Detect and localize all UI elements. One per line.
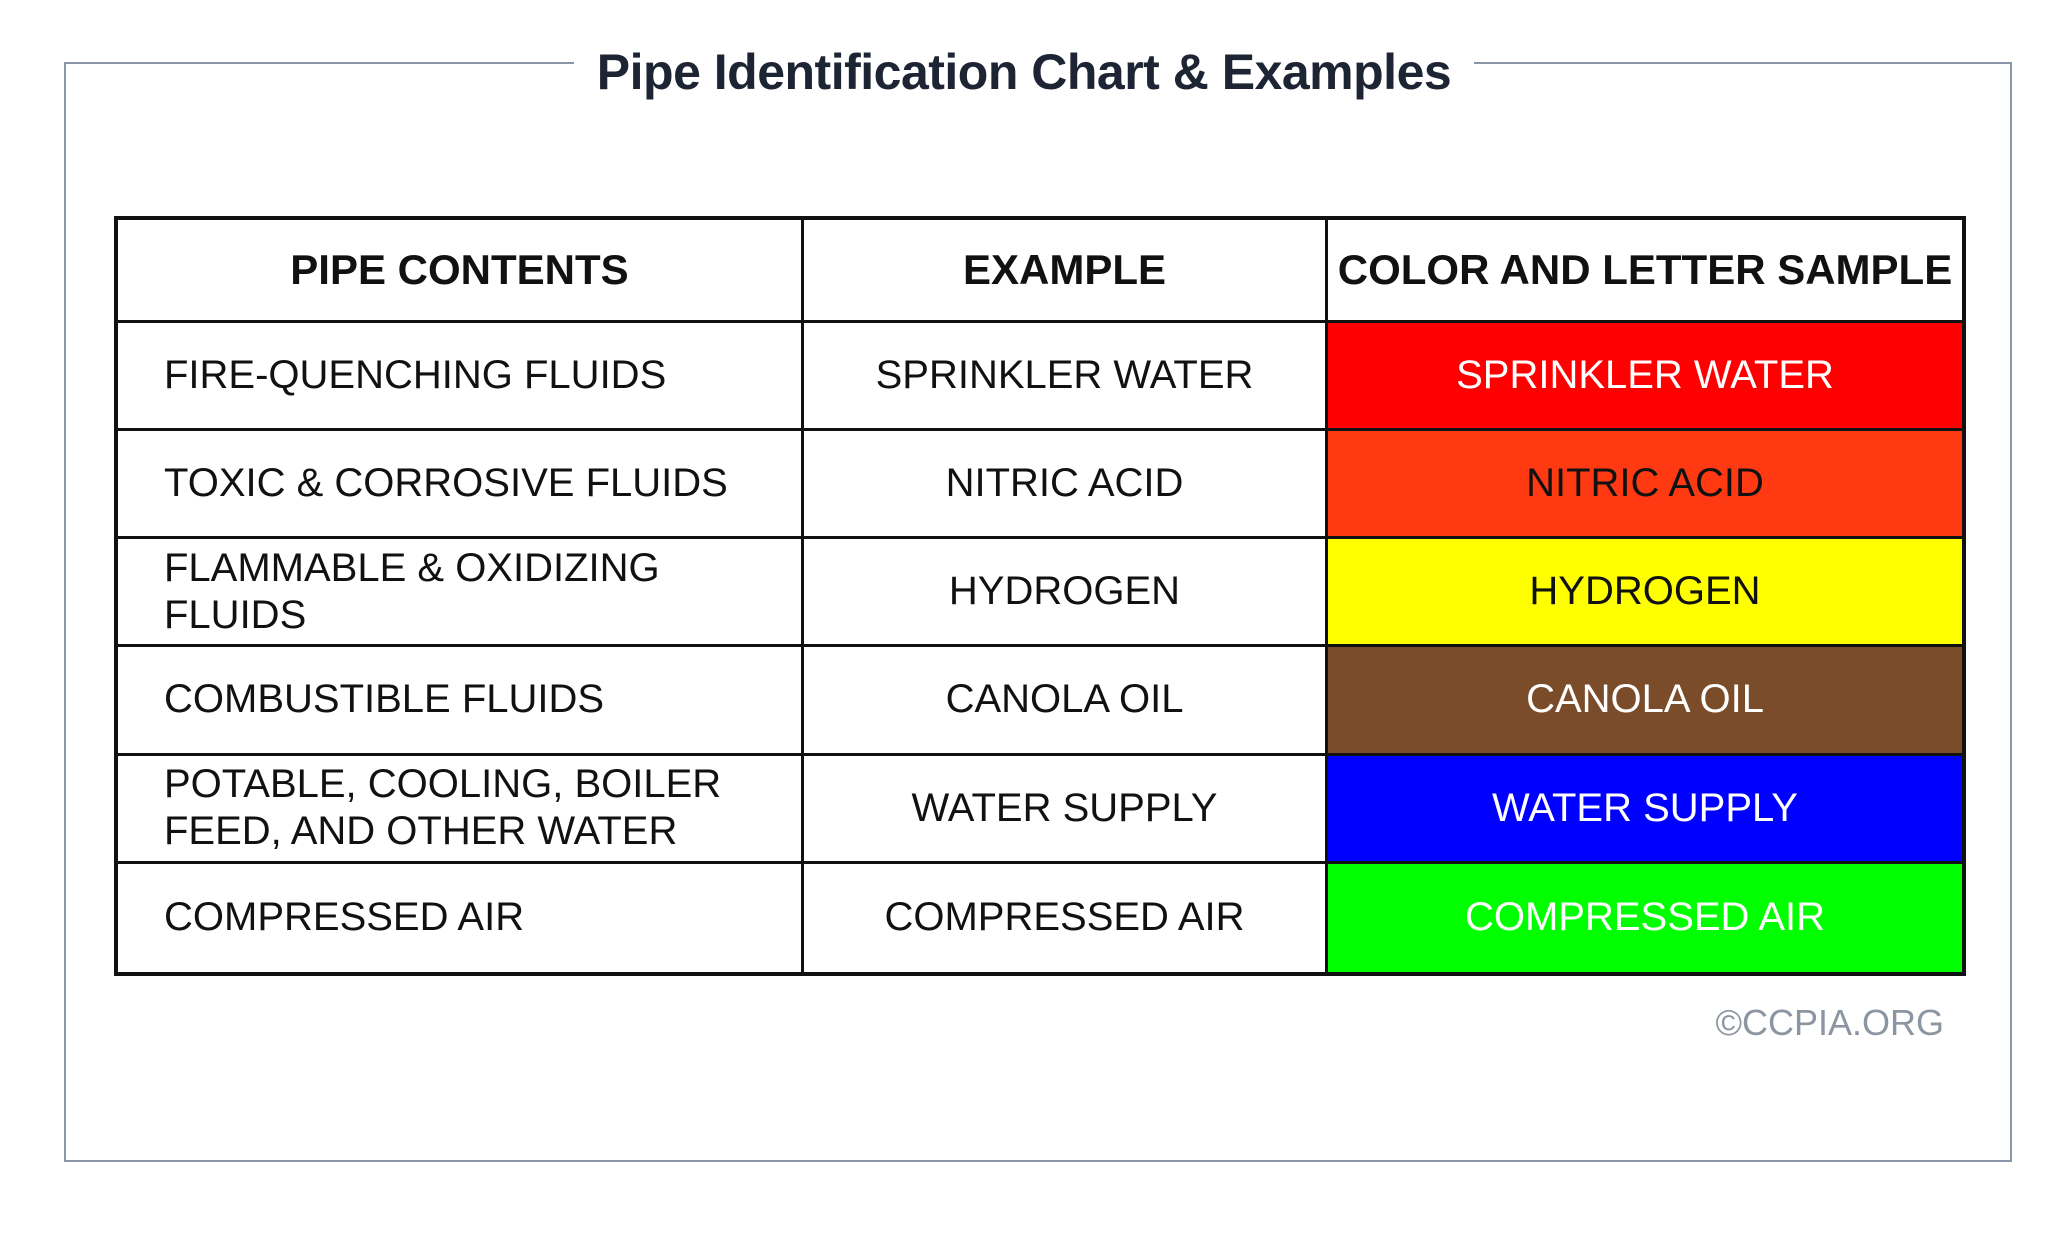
- page-title: Pipe Identification Chart & Examples: [596, 44, 1452, 100]
- row-color-sample: HYDROGEN: [1328, 539, 1962, 647]
- row-color-sample: CANOLA OIL: [1328, 647, 1962, 755]
- row-example: COMPRESSED AIR: [804, 864, 1328, 972]
- title-container: [574, 32, 1474, 112]
- row-contents: FLAMMABLE & OXIDIZING FLUIDS: [118, 539, 804, 647]
- row-color-sample: COMPRESSED AIR: [1328, 864, 1962, 972]
- header-example: EXAMPLE: [804, 220, 1328, 323]
- row-example: SPRINKLER WATER: [804, 323, 1328, 431]
- row-color-sample: SPRINKLER WATER: [1328, 323, 1962, 431]
- header-pipe-contents: PIPE CONTENTS: [118, 220, 804, 323]
- row-contents: COMBUSTIBLE FLUIDS: [118, 647, 804, 755]
- row-contents: FIRE-QUENCHING FLUIDS: [118, 323, 804, 431]
- row-contents: COMPRESSED AIR: [118, 864, 804, 972]
- pipe-identification-table: [114, 216, 1966, 976]
- row-example: CANOLA OIL: [804, 647, 1328, 755]
- row-example: NITRIC ACID: [804, 431, 1328, 539]
- row-example: WATER SUPPLY: [804, 756, 1328, 864]
- header-color-sample: COLOR AND LETTER SAMPLE: [1328, 220, 1962, 323]
- row-color-sample: WATER SUPPLY: [1328, 756, 1962, 864]
- row-example: HYDROGEN: [804, 539, 1328, 647]
- copyright-text: ©CCPIA.ORG: [1715, 1002, 1944, 1043]
- row-color-sample: NITRIC ACID: [1328, 431, 1962, 539]
- row-contents: POTABLE, COOLING, BOILER FEED, AND OTHER WATER: [118, 756, 804, 864]
- row-contents: TOXIC & CORROSIVE FLUIDS: [118, 431, 804, 539]
